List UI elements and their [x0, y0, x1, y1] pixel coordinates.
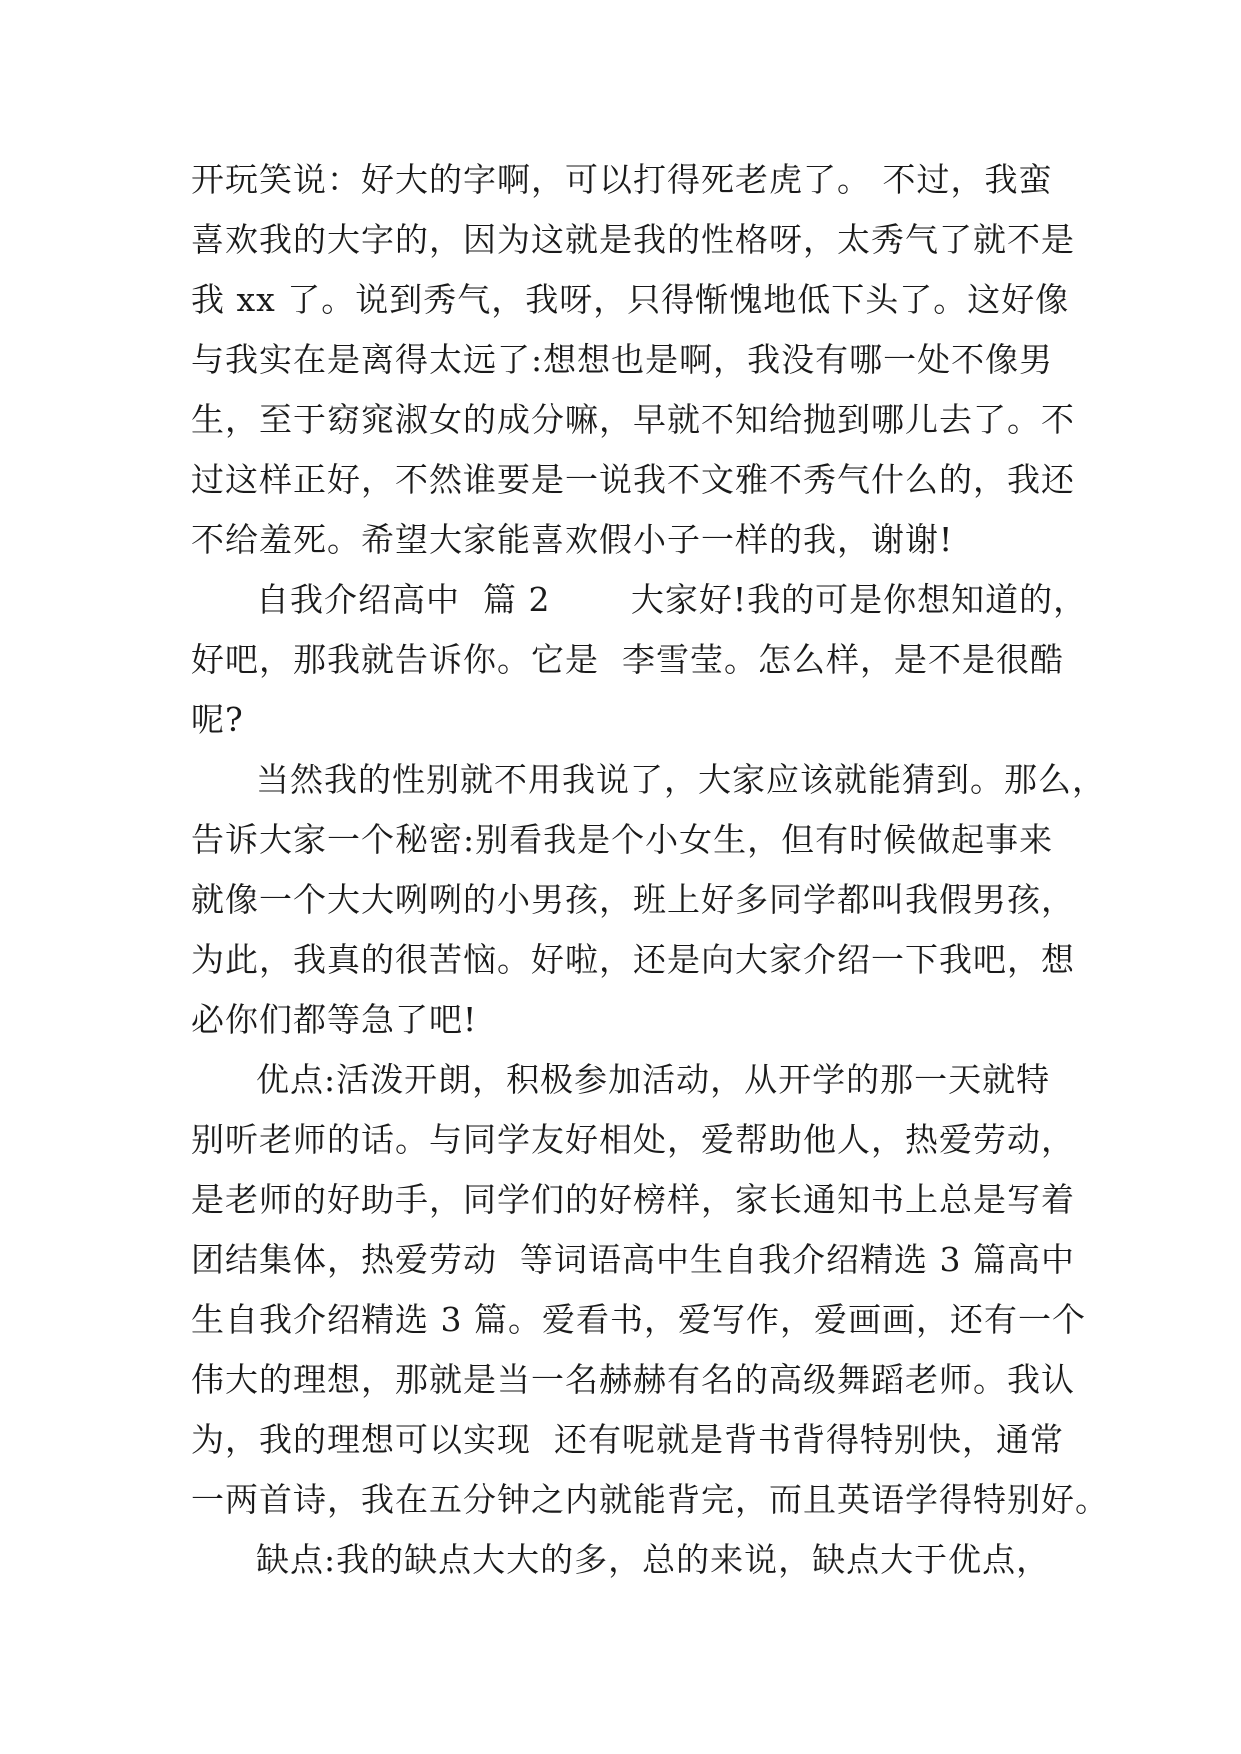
paragraph-start-line: 缺点:我的缺点大大的多，总的来说，缺点大于优点， — [256, 1540, 1051, 1579]
paragraph-start-line: 当然我的性别就不用我说了，大家应该就能猜到。那么， — [256, 760, 1106, 799]
text-line: 生，至于窈窕淑女的成分嘛，早就不知给抛到哪儿去了。不 — [191, 400, 1075, 439]
text-line: 喜欢我的大字的，因为这就是我的性格呀，太秀气了就不是 — [191, 220, 1075, 259]
text-line: 伟大的理想，那就是当一名赫赫有名的高级舞蹈老师。我认 — [191, 1360, 1075, 1399]
text-line: 开玩笑说：好大的字啊，可以打得死老虎了。 不过，我蛮 — [191, 160, 1053, 199]
text-line: 我 xx 了。说到秀气，我呀，只得惭愧地低下头了。这好像 — [191, 280, 1070, 319]
text-line: 为，我的理想可以实现 还有呢就是背书背得特别快，通常 — [191, 1420, 1064, 1459]
section-heading-line: 自我介绍高中 篇 2 大家好!我的可是你想知道的， — [256, 580, 1088, 619]
text-line: 就像一个大大咧咧的小男孩，班上好多同学都叫我假男孩， — [191, 880, 1075, 919]
paragraph-start-line: 优点:活泼开朗，积极参加活动，从开学的那一天就特 — [256, 1060, 1051, 1099]
text-line: 生自我介绍精选 3 篇。爱看书，爱写作，爱画画，还有一个 — [191, 1300, 1086, 1339]
text-line: 一两首诗，我在五分钟之内就能背完，而且英语学得特别好。 — [191, 1480, 1109, 1519]
text-line: 不给羞死。希望大家能喜欢假小子一样的我，谢谢! — [191, 520, 954, 559]
text-line: 团结集体，热爱劳动 等词语高中生自我介绍精选 3 篇高中 — [191, 1240, 1075, 1279]
text-line: 好吧，那我就告诉你。它是 李雪莹。怎么样，是不是很酷 — [191, 640, 1064, 679]
text-line: 别听老师的话。与同学友好相处，爱帮助他人，热爱劳动， — [191, 1120, 1075, 1159]
text-line: 是老师的好助手，同学们的好榜样，家长通知书上总是写着 — [191, 1180, 1075, 1219]
text-line: 告诉大家一个秘密:别看我是个小女生，但有时候做起事来 — [191, 820, 1054, 859]
text-line: 必你们都等急了吧! — [191, 1000, 478, 1039]
text-line: 与我实在是离得太远了:想想也是啊，我没有哪一处不像男 — [191, 340, 1054, 379]
text-line: 过这样正好，不然谁要是一说我不文雅不秀气什么的，我还 — [191, 460, 1075, 499]
text-line: 呢? — [191, 700, 244, 739]
text-line: 为此，我真的很苦恼。好啦，还是向大家介绍一下我吧，想 — [191, 940, 1075, 979]
